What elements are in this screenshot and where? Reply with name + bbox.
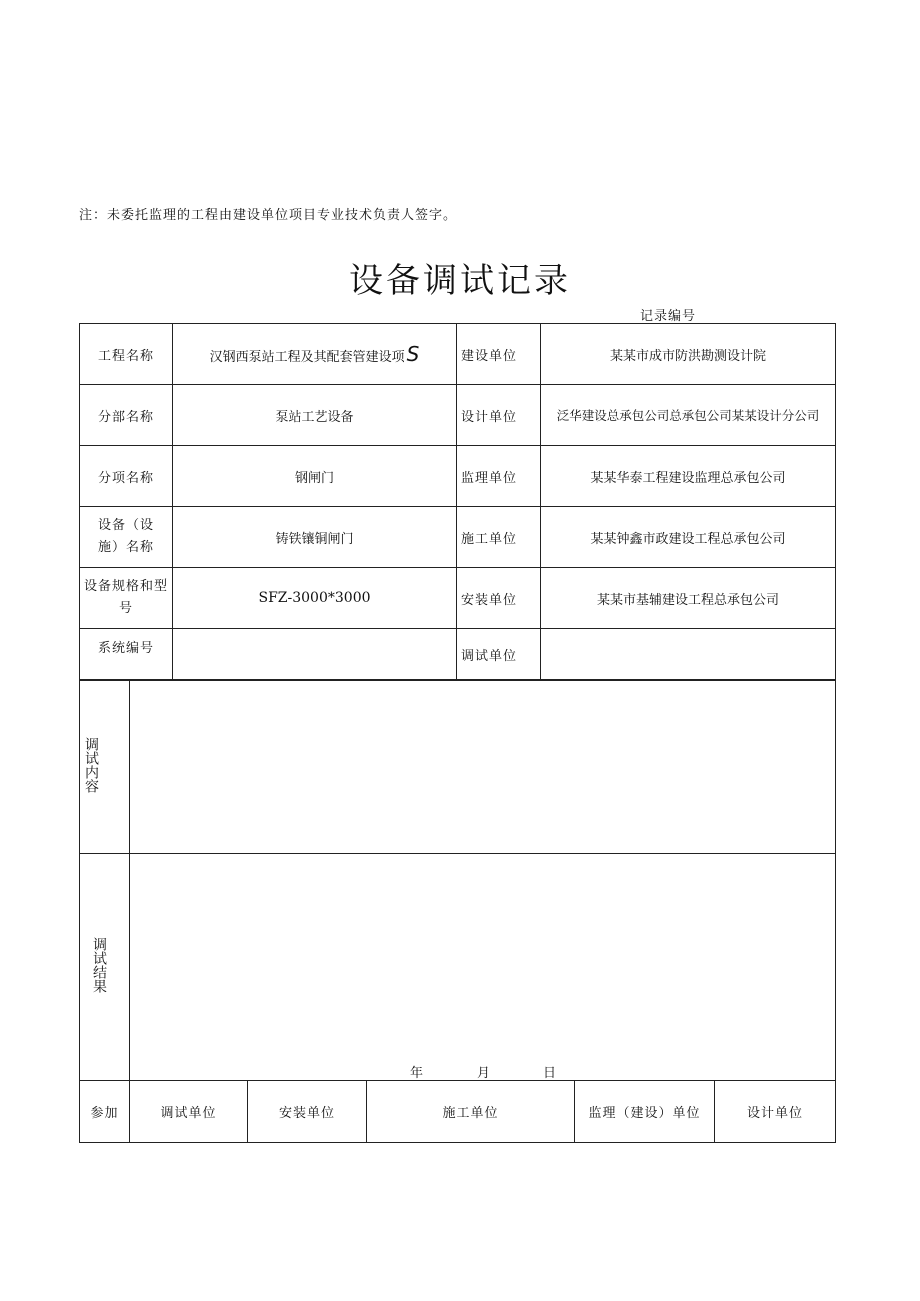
table-row (80, 385, 836, 446)
date-day: 日 (543, 1066, 557, 1081)
owner-unit-label: 建设单位 (457, 324, 541, 385)
supervision-unit-value: 某某华泰工程建设监理总承包公司 (541, 446, 836, 507)
project-name-value: 汉钢西泵站工程及其配套管建设项 S (173, 324, 457, 385)
commissioning-unit-value (541, 629, 836, 680)
equipment-name-label: 设备（设施）名称 (80, 507, 173, 568)
supervision-unit-label: 监理单位 (457, 446, 541, 507)
footnote: 注：未委托监理的工程由建设单位项目专业技术负责人签字。 (79, 208, 458, 223)
install-unit-value: 某某市基辅建设工程总承包公司 (541, 568, 836, 629)
participants-table (79, 1080, 836, 1143)
participant-commissioning-unit: 调试单位 (130, 1081, 248, 1143)
commissioning-content-label-cell (80, 681, 130, 854)
system-no-label: 系统编号 (80, 629, 173, 680)
table-row (80, 568, 836, 629)
equipment-name-value: 铸铁镶铜闸门 (173, 507, 457, 568)
date-year: 年 (410, 1066, 424, 1081)
table-row (80, 446, 836, 507)
spec-model-value: SFZ-3000*3000 (173, 568, 457, 629)
commissioning-result-label: 调试结果 (91, 937, 107, 993)
table-row (80, 629, 836, 680)
install-unit-label: 安装单位 (457, 568, 541, 629)
table-row (80, 507, 836, 568)
record-number-label: 记录编号 (640, 309, 697, 324)
commissioning-content-row (80, 681, 836, 854)
commissioning-unit-label: 调试单位 (457, 629, 541, 680)
participants-label: 参加 (80, 1081, 130, 1143)
system-no-value (173, 629, 457, 680)
commissioning-table (79, 680, 836, 1081)
participant-install-unit: 安装单位 (248, 1081, 367, 1143)
commissioning-content-area[interactable] (130, 681, 836, 854)
commissioning-content-label: 调试内容 (83, 737, 99, 793)
participant-supervision-unit: 监理（建设）单位 (575, 1081, 715, 1143)
division-name-value: 泵站工艺设备 (173, 385, 457, 446)
participant-design-unit: 设计单位 (715, 1081, 836, 1143)
project-name-label: 工程名称 (80, 324, 173, 385)
commissioning-result-row (80, 854, 836, 1081)
participant-construction-unit: 施工单位 (367, 1081, 575, 1143)
construction-unit-label: 施工单位 (457, 507, 541, 568)
construction-unit-value: 某某钟鑫市政建设工程总承包公司 (541, 507, 836, 568)
division-name-label: 分部名称 (80, 385, 173, 446)
item-name-label: 分项名称 (80, 446, 173, 507)
spec-model-label: 设备规格和型号 (80, 568, 173, 629)
commissioning-result-label-cell (80, 854, 130, 1081)
table-row (80, 324, 836, 385)
design-unit-value: 泛华建设总承包公司总承包公司某某设计分公司 (541, 385, 836, 446)
info-table (79, 323, 836, 680)
commissioning-result-area[interactable] (130, 854, 836, 1081)
item-name-value: 钢闸门 (173, 446, 457, 507)
page-title: 设备调试记录 (349, 261, 571, 301)
owner-unit-value: 某某市成市防洪勘测设计院 (541, 324, 836, 385)
design-unit-label: 设计单位 (457, 385, 541, 446)
participants-row (80, 1081, 836, 1143)
date-month: 月 (477, 1066, 491, 1081)
